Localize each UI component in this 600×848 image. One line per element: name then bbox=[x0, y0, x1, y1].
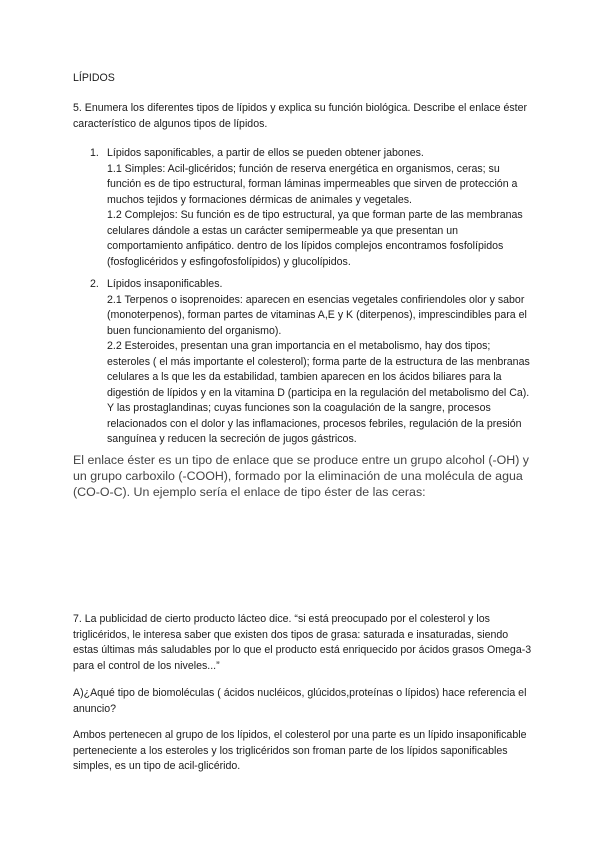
list-subitem: 2.2 Esteroides, presentan una gran importancia en el metabolismo, hay dos tipos; esteroles ( el más importante el colesterol); forma parte de la estructura de las menbranas celulares a ls que les da estabilidad, tambien aparecen en los ácidos biliares para la digestión de lípidos y en la vitamina D (participa en la regulación del metabolismo del Ca). Y las prostaglandinas; cuyas funciones son la coagulación de la sangre, procesos relacionados con el dolor y las inflamaciones, procesos febriles, regulación de la presión sanguínea y reducen la secreción de jugos gástricos. bbox=[107, 340, 530, 445]
list-item-title: Lípidos insaponificables. bbox=[107, 278, 223, 290]
list-subitem: 1.2 Complejos: Su función es de tipo estructural, ya que forman parte de las membranas celulares dándole a estas un carácter semipermeable ya que presentan un comportamiento anfipático. dentro de los lípidos complejos encontramos fosfolípidos (fosfoglicéridos y esfingofosfolípidos) y glucolípidos. bbox=[107, 209, 523, 268]
list-subitem: 1.1 Simples: Acil-glicéridos; función de reserva energética en organismos, ceras; su función es de tipo estructural, forman láminas impermeables que sirven de protección a muchos tejidos y formaciones dérmicas de animales y vegetales. bbox=[107, 162, 518, 206]
answer-7a: Ambos pertenecen al grupo de los lípidos, el colesterol por una parte es un lípido insaponificable perteneciente a los esteroles y los triglicéridos son froman parte de los lípidos saponificables simples, es un tipo de acil-glicérido. bbox=[73, 729, 527, 772]
list-number: 1. bbox=[90, 147, 99, 159]
list-number: 2. bbox=[90, 278, 99, 290]
page-title: LÍPIDOS bbox=[73, 72, 115, 84]
question-5: 5. Enumera los diferentes tipos de lípidos y explica su función biológica. Describe el enlace éster característico de algunos tipos de lípidos. bbox=[73, 102, 528, 130]
ester-paragraph: El enlace éster es un tipo de enlace que se produce entre un grupo alcohol (-OH) y un grupo carboxilo (-COOH), formado por la eliminación de una molécula de agua (CO-O-C). Un ejemplo sería el enlace de tipo éster de las ceras: bbox=[73, 453, 529, 499]
list-item-title: Lípidos saponificables, a partir de ellos se pueden obtener jabones. bbox=[107, 147, 424, 159]
question-7: 7. La publicidad de cierto producto lácteo dice. “si está preocupado por el colesterol y los triglicéridos, le interesa saber que existen dos tipos de grasa: saturada e insaturadas, siendo estas últimas más saludables por lo que el producto está enriquecido por ácidos grasos Omega-3 para el control de los niveles...” bbox=[73, 613, 532, 672]
question-7a: A)¿Aqué tipo de biomoléculas ( ácidos nucléicos, glúcidos,proteínas o lípidos) hace referencia el anuncio? bbox=[73, 687, 527, 715]
list-subitem: 2.1 Terpenos o isoprenoides: aparecen en esencias vegetales confiriendoles olor y sabor (monoterpenos), forman partes de vitaminas A,E y K (diterpenos), imprescindibles para el buen funcionamiento del organismo). bbox=[107, 293, 527, 337]
